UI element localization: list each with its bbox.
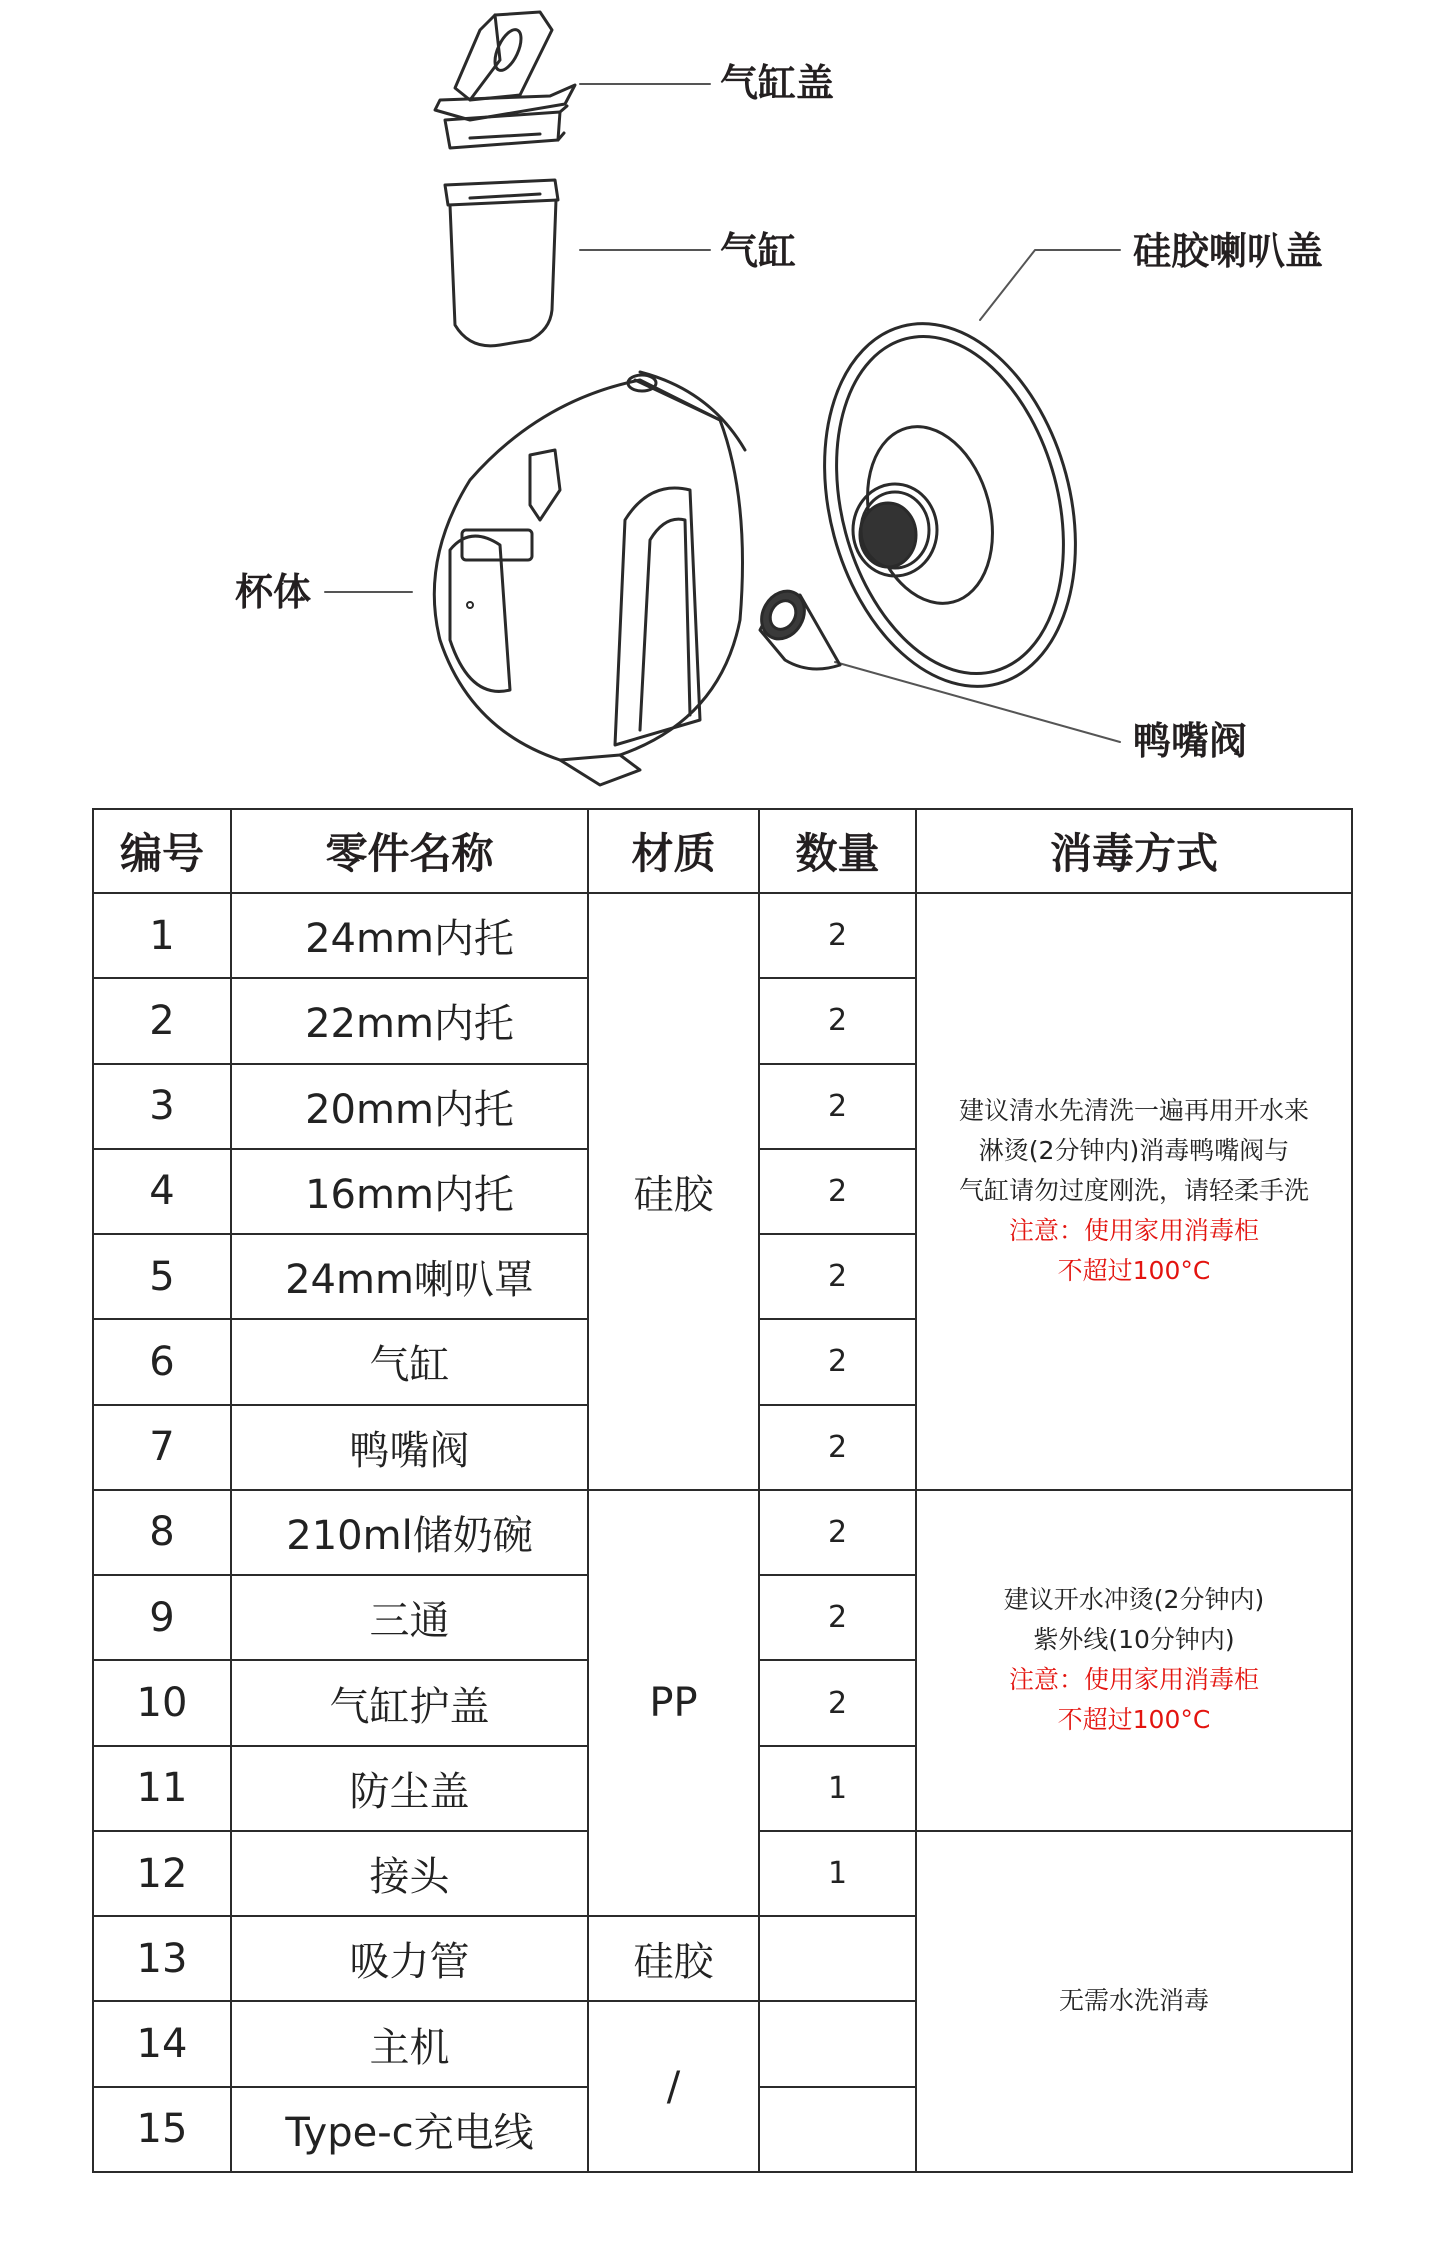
cell-material: 硅胶 (588, 893, 759, 1490)
table-header-row (93, 809, 1352, 893)
cell-quantity: 2 (759, 1575, 916, 1660)
cell-number: 13 (93, 1916, 231, 2001)
method-text: 紫外线(10分钟内) (1033, 1625, 1235, 1655)
cell-quantity: 1 (759, 1831, 916, 1916)
header-disinfection: 消毒方式 (916, 809, 1352, 893)
cell-part-name: Type-c充电线 (231, 2087, 588, 2172)
cell-quantity: 2 (759, 1660, 916, 1745)
cell-number: 7 (93, 1405, 231, 1490)
table-row (93, 1490, 1352, 1575)
cup-body-drawing (434, 372, 745, 785)
cell-part-name: 气缸护盖 (231, 1660, 588, 1745)
cell-part-name: 20mm内托 (231, 1064, 588, 1149)
cell-quantity: 2 (759, 1405, 916, 1490)
leader-lines (325, 84, 1120, 742)
cell-quantity: 2 (759, 1234, 916, 1319)
cell-disinfection-method (916, 1831, 1352, 2172)
cell-part-name: 接头 (231, 1831, 588, 1916)
cell-disinfection-method (916, 1490, 1352, 1831)
cell-quantity: 2 (759, 978, 916, 1063)
cell-number: 2 (93, 978, 231, 1063)
silicone-flange-drawing (786, 295, 1114, 715)
cell-number: 11 (93, 1746, 231, 1831)
cell-number: 1 (93, 893, 231, 978)
cell-number: 3 (93, 1064, 231, 1149)
cell-number: 12 (93, 1831, 231, 1916)
exploded-parts-diagram (0, 0, 1440, 790)
method-warning: 不超过100°C (1057, 1256, 1211, 1286)
cell-quantity (759, 1916, 916, 2001)
cell-number: 4 (93, 1149, 231, 1234)
cylinder-cover-drawing (435, 12, 575, 148)
cell-material: / (588, 2001, 759, 2172)
cylinder-drawing (445, 180, 558, 346)
label-cylinder-cover: 气缸盖 (720, 61, 835, 105)
cell-quantity: 2 (759, 1064, 916, 1149)
label-silicone-flange-cover: 硅胶喇叭盖 (1133, 229, 1324, 273)
cell-part-name: 三通 (231, 1575, 588, 1660)
method-text: 建议开水冲烫(2分钟内) (1003, 1585, 1265, 1615)
method-text: 无需水洗消毒 (1058, 1986, 1209, 2016)
cell-part-name: 气缸 (231, 1319, 588, 1404)
header-number: 编号 (93, 809, 231, 893)
cell-quantity: 2 (759, 1319, 916, 1404)
cell-part-name: 防尘盖 (231, 1746, 588, 1831)
cell-number: 15 (93, 2087, 231, 2172)
label-cylinder: 气缸 (720, 229, 797, 273)
cell-part-name: 吸力管 (231, 1916, 588, 2001)
cell-number: 6 (93, 1319, 231, 1404)
cell-quantity: 2 (759, 1149, 916, 1234)
cell-part-name: 16mm内托 (231, 1149, 588, 1234)
cell-number: 10 (93, 1660, 231, 1745)
parts-illustration (0, 0, 1440, 790)
cell-part-name: 主机 (231, 2001, 588, 2086)
duckbill-valve-drawing (753, 583, 840, 669)
cell-disinfection-method (916, 893, 1352, 1490)
cell-number: 14 (93, 2001, 231, 2086)
label-duckbill-valve: 鸭嘴阀 (1133, 719, 1248, 763)
label-cup-body: 杯体 (235, 570, 312, 614)
cell-material: PP (588, 1490, 759, 1916)
cell-part-name: 24mm内托 (231, 893, 588, 978)
method-text: 淋烫(2分钟内)消毒鸭嘴阀与 (978, 1136, 1290, 1166)
cell-quantity: 1 (759, 1746, 916, 1831)
cell-quantity (759, 2087, 916, 2172)
header-material: 材质 (588, 809, 759, 893)
method-text: 建议清水先清洗一遍再用开水来 (958, 1096, 1309, 1126)
header-quantity: 数量 (759, 809, 916, 893)
cell-number: 9 (93, 1575, 231, 1660)
cell-material: 硅胶 (588, 1916, 759, 2001)
method-text: 气缸请勿过度刚洗，请轻柔手洗 (958, 1176, 1309, 1206)
parts-table (92, 808, 1353, 2173)
cell-part-name: 24mm喇叭罩 (231, 1234, 588, 1319)
cell-part-name: 鸭嘴阀 (231, 1405, 588, 1490)
method-warning: 不超过100°C (1057, 1705, 1211, 1735)
cell-number: 5 (93, 1234, 231, 1319)
cell-quantity: 2 (759, 1490, 916, 1575)
cell-number: 8 (93, 1490, 231, 1575)
cell-part-name: 22mm内托 (231, 978, 588, 1063)
cell-part-name: 210ml储奶碗 (231, 1490, 588, 1575)
cell-quantity: 2 (759, 893, 916, 978)
method-warning: 注意：使用家用消毒柜 (1008, 1665, 1259, 1695)
header-part-name: 零件名称 (231, 809, 588, 893)
cell-quantity (759, 2001, 916, 2086)
method-warning: 注意：使用家用消毒柜 (1008, 1216, 1259, 1246)
table-row (93, 893, 1352, 978)
